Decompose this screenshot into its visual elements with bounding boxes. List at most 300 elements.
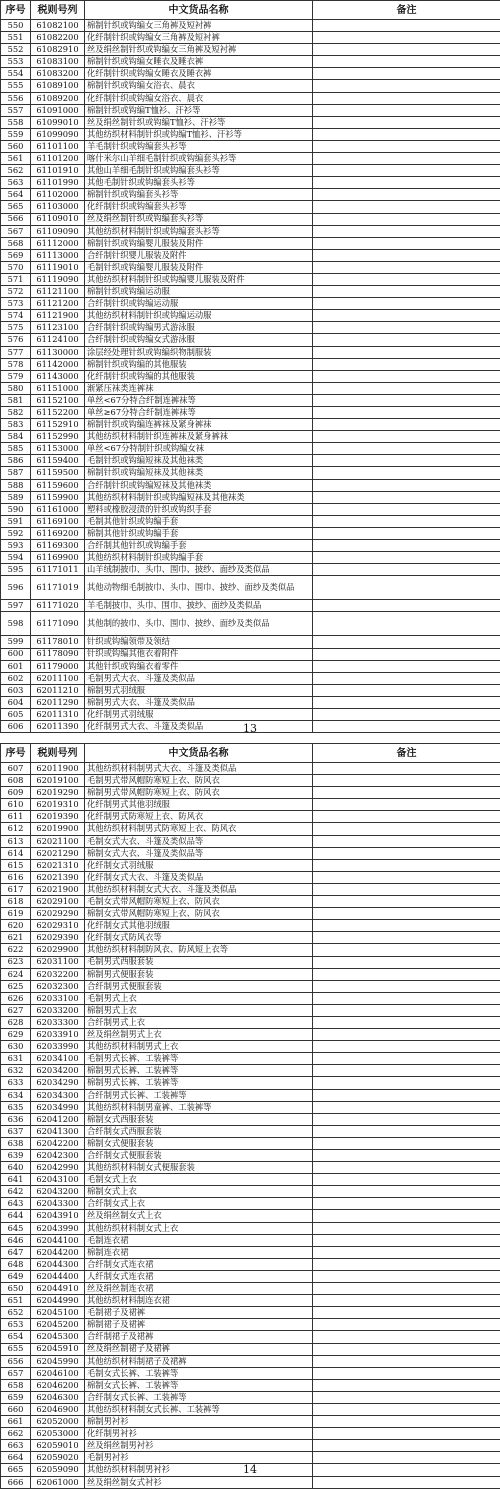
row-name: 合纤制裙子及裙裤	[85, 1331, 313, 1343]
row-name: 丝及绢丝制针织或钩编女三角裤及短衬裤	[85, 44, 313, 56]
row-code: 62059020	[31, 1452, 85, 1464]
row-name: 合纤制女式上衣	[85, 1198, 313, 1210]
row-code: 62011100	[31, 672, 85, 684]
row-code: 61102000	[31, 189, 85, 201]
header-name: 中文货品名称	[85, 1, 313, 20]
row-note	[313, 1403, 500, 1415]
row-code: 61082200	[31, 32, 85, 44]
row-code: 62021390	[31, 871, 85, 883]
row-name: 毛制针织或钩编短袜及其他袜类	[85, 455, 313, 467]
row-name: 毛制女式带风帽防寒短上衣、防风衣	[85, 896, 313, 908]
table-row	[1, 775, 500, 787]
row-note	[313, 1113, 500, 1125]
row-code: 62019900	[31, 823, 85, 835]
row-code: 62042990	[31, 1162, 85, 1174]
row-seq: 596	[1, 576, 31, 600]
row-code: 62046300	[31, 1391, 85, 1403]
table-row	[1, 394, 500, 406]
row-seq: 557	[1, 104, 31, 116]
row-seq: 637	[1, 1125, 31, 1137]
row-note	[313, 116, 500, 128]
row-note	[313, 799, 500, 811]
row-code: 62052000	[31, 1416, 85, 1428]
row-seq: 638	[1, 1137, 31, 1149]
table-row	[1, 763, 500, 775]
row-seq: 559	[1, 128, 31, 140]
row-seq: 658	[1, 1379, 31, 1391]
table-row	[1, 407, 500, 419]
row-name: 棉制男式羽绒服	[85, 684, 313, 696]
table-row	[1, 140, 500, 152]
row-code: 62034990	[31, 1101, 85, 1113]
row-seq: 646	[1, 1234, 31, 1246]
row-code: 61113000	[31, 249, 85, 261]
row-name: 羊毛制披巾、头巾、围巾、披纱、面纱及类似品	[85, 600, 313, 612]
row-note	[313, 467, 500, 479]
row-code: 61161000	[31, 503, 85, 515]
table-row	[1, 612, 500, 636]
row-name: 化纤制男式其他羽绒服	[85, 799, 313, 811]
row-name: 化纤制女式羽绒服	[85, 859, 313, 871]
row-code: 62045300	[31, 1331, 85, 1343]
row-seq: 610	[1, 799, 31, 811]
row-code: 61119090	[31, 273, 85, 285]
row-name: 毛制针织或钩编婴儿服装及附件	[85, 261, 313, 273]
page-number: 14	[0, 1463, 500, 1476]
row-seq: 607	[1, 763, 31, 775]
row-code: 62019390	[31, 811, 85, 823]
table-row	[1, 32, 500, 44]
row-note	[313, 370, 500, 382]
table-row	[1, 1283, 500, 1295]
row-code: 61091000	[31, 104, 85, 116]
row-code: 61143000	[31, 370, 85, 382]
row-name: 丝及绢丝制针织或钩编套头衫等	[85, 213, 313, 225]
row-code: 62011390	[31, 721, 85, 733]
row-code: 62021100	[31, 835, 85, 847]
row-seq: 641	[1, 1174, 31, 1186]
row-seq: 606	[1, 721, 31, 733]
row-seq: 617	[1, 883, 31, 895]
row-name: 人纤制女式连衣裙	[85, 1270, 313, 1282]
row-note	[313, 1222, 500, 1234]
row-seq: 553	[1, 56, 31, 68]
row-seq: 630	[1, 1041, 31, 1053]
row-seq: 618	[1, 896, 31, 908]
table-row	[1, 322, 500, 334]
row-name: 化纤制女式防风衣等	[85, 932, 313, 944]
row-seq: 666	[1, 1476, 31, 1488]
table-row	[1, 503, 500, 515]
row-code: 61119010	[31, 261, 85, 273]
row-note	[313, 763, 500, 775]
row-seq: 649	[1, 1270, 31, 1282]
row-code: 62029390	[31, 932, 85, 944]
row-code: 62011310	[31, 708, 85, 720]
row-seq: 555	[1, 80, 31, 92]
row-name: 毛制男式上衣	[85, 992, 313, 1004]
row-note	[313, 225, 500, 237]
row-code: 62053000	[31, 1428, 85, 1440]
table-row	[1, 527, 500, 539]
row-seq: 602	[1, 672, 31, 684]
row-note	[313, 835, 500, 847]
row-code: 61169300	[31, 540, 85, 552]
table-row	[1, 552, 500, 564]
row-code: 62019310	[31, 799, 85, 811]
row-seq: 588	[1, 479, 31, 491]
header-note: 备注	[313, 744, 500, 763]
row-code: 61101100	[31, 140, 85, 152]
row-name: 毛制连衣裙	[85, 1234, 313, 1246]
row-code: 62043200	[31, 1186, 85, 1198]
row-name: 棉制女式西服套装	[85, 1113, 313, 1125]
row-name: 其他纺织材料制男式上衣	[85, 1041, 313, 1053]
row-code: 62029290	[31, 908, 85, 920]
row-note	[313, 1476, 500, 1488]
row-seq: 635	[1, 1101, 31, 1113]
row-name: 毛制女式上衣	[85, 1174, 313, 1186]
row-name: 丝及绢丝制裙子及裙裤	[85, 1343, 313, 1355]
row-code: 62043990	[31, 1222, 85, 1234]
row-name: 化纤制针织或钩编的其他服装	[85, 370, 313, 382]
row-seq: 626	[1, 992, 31, 1004]
row-note	[313, 1198, 500, 1210]
row-note	[313, 431, 500, 443]
row-note	[313, 201, 500, 213]
table-row	[1, 920, 500, 932]
header-seq: 序号	[1, 1, 31, 20]
table-row	[1, 1065, 500, 1077]
table-row	[1, 660, 500, 672]
table-row	[1, 467, 500, 479]
row-name: 棉制男式上衣	[85, 1004, 313, 1016]
row-name: 棉制针织或钩编连裤袜及紧身裤袜	[85, 419, 313, 431]
row-code: 61169100	[31, 515, 85, 527]
row-name: 丝及绢丝制男衬衫	[85, 1440, 313, 1452]
row-note	[313, 823, 500, 835]
row-seq: 629	[1, 1029, 31, 1041]
row-name: 棉制连衣裙	[85, 1246, 313, 1258]
row-name: 其他山羊细毛制针织或钩编套头衫等	[85, 165, 313, 177]
row-name: 其他纺织材料制针织或钩编短袜及其他袜类	[85, 491, 313, 503]
row-note	[313, 787, 500, 799]
row-seq: 621	[1, 932, 31, 944]
table-row	[1, 811, 500, 823]
row-code: 61109090	[31, 225, 85, 237]
row-seq: 647	[1, 1246, 31, 1258]
row-code: 62045200	[31, 1319, 85, 1331]
row-seq: 580	[1, 382, 31, 394]
row-code: 62044990	[31, 1295, 85, 1307]
row-code: 62029310	[31, 920, 85, 932]
table-row	[1, 1101, 500, 1113]
row-note	[313, 286, 500, 298]
row-note	[313, 128, 500, 140]
row-note	[313, 859, 500, 871]
row-code: 62031100	[31, 956, 85, 968]
row-code: 61159500	[31, 467, 85, 479]
row-seq: 634	[1, 1089, 31, 1101]
row-note	[313, 213, 500, 225]
table-row	[1, 684, 500, 696]
row-name: 合纤制女式连衣裙	[85, 1258, 313, 1270]
table-row	[1, 956, 500, 968]
table-row	[1, 859, 500, 871]
row-name: 毛制女式大衣、斗篷及类似品等	[85, 835, 313, 847]
row-note	[313, 44, 500, 56]
row-name: 棉制针织或钩编女睡衣及睡衣裤	[85, 56, 313, 68]
row-name: 其他动物细毛制披巾、头巾、围巾、披纱、面纱及类似品	[85, 576, 313, 600]
row-note	[313, 140, 500, 152]
row-note	[313, 1355, 500, 1367]
row-name: 合纤制针织或钩编运动服	[85, 298, 313, 310]
table-row	[1, 1186, 500, 1198]
row-name: 棉制裙子及裙裤	[85, 1319, 313, 1331]
row-name: 棉制男式长裤、工装裤等	[85, 1077, 313, 1089]
row-seq: 639	[1, 1150, 31, 1162]
row-seq: 645	[1, 1222, 31, 1234]
row-name: 棉制针织或钩编女三角裤及短衬裤	[85, 20, 313, 32]
row-note	[313, 660, 500, 672]
row-name: 化纤制男式防寒短上衣、防风衣	[85, 811, 313, 823]
row-seq: 565	[1, 201, 31, 213]
row-name: 毛制男式西服套装	[85, 956, 313, 968]
row-note	[313, 576, 500, 600]
row-name: 毛制男衬衫	[85, 1452, 313, 1464]
row-name: 其他毛制针织或钩编套头衫等	[85, 177, 313, 189]
row-seq: 598	[1, 612, 31, 636]
row-code: 61082100	[31, 20, 85, 32]
row-name: 其他制的披巾、头巾、围巾、披纱、面纱及类似品	[85, 612, 313, 636]
row-name: 丝及绢丝制针织或钩编T恤衫、汗衫等	[85, 116, 313, 128]
row-seq: 575	[1, 322, 31, 334]
row-code: 61179000	[31, 660, 85, 672]
row-code: 62043300	[31, 1198, 85, 1210]
row-name: 棉制针织或钩编运动服	[85, 286, 313, 298]
row-name: 棉制男式大衣、斗篷及类似品	[85, 696, 313, 708]
row-name: 其他纺织材料制男衬衫	[85, 1464, 313, 1476]
row-seq: 664	[1, 1452, 31, 1464]
row-code: 62021900	[31, 883, 85, 895]
row-code: 62033100	[31, 992, 85, 1004]
tariff-table	[0, 743, 500, 1489]
row-seq: 579	[1, 370, 31, 382]
row-code: 62042200	[31, 1137, 85, 1149]
table-row	[1, 1210, 500, 1222]
row-seq: 567	[1, 225, 31, 237]
row-seq: 628	[1, 1016, 31, 1028]
row-seq: 554	[1, 68, 31, 80]
row-code: 61089100	[31, 80, 85, 92]
row-name: 毛制其他针织或钩编手套	[85, 515, 313, 527]
table-row	[1, 787, 500, 799]
row-name: 棉制针织或钩编T恤衫、汗衫等	[85, 104, 313, 116]
row-seq: 562	[1, 165, 31, 177]
row-note	[313, 1041, 500, 1053]
row-note	[313, 394, 500, 406]
row-seq: 613	[1, 835, 31, 847]
row-code: 61152990	[31, 431, 85, 443]
row-note	[313, 1416, 500, 1428]
row-note	[313, 382, 500, 394]
row-note	[313, 648, 500, 660]
row-note	[313, 612, 500, 636]
page-number: 13	[0, 722, 500, 735]
row-seq: 633	[1, 1077, 31, 1089]
row-seq: 600	[1, 648, 31, 660]
row-code: 62061000	[31, 1476, 85, 1488]
row-code: 61169900	[31, 552, 85, 564]
row-code: 61159600	[31, 479, 85, 491]
table-row	[1, 237, 500, 249]
row-name: 化纤制针织或钩编套头衫等	[85, 201, 313, 213]
table-row	[1, 1355, 500, 1367]
row-name: 其他纺织材料制男式大衣、斗篷及类似品	[85, 763, 313, 775]
row-name: 丝及绢丝制男式上衣	[85, 1029, 313, 1041]
table-row	[1, 116, 500, 128]
row-code: 61152910	[31, 419, 85, 431]
row-name: 合纤制针织或钩编男式游泳服	[85, 322, 313, 334]
table-row	[1, 104, 500, 116]
table-row	[1, 1174, 500, 1186]
row-name: 其他纺织材料制针织或钩编T恤衫、汗衫等	[85, 128, 313, 140]
row-code: 61103000	[31, 201, 85, 213]
row-code: 61178010	[31, 636, 85, 648]
row-note	[313, 672, 500, 684]
row-note	[313, 1186, 500, 1198]
row-note	[313, 1029, 500, 1041]
row-name: 针织或钩编领带及领结	[85, 636, 313, 648]
table-row	[1, 540, 500, 552]
row-name: 单丝≥67分特合纤制连裤袜等	[85, 407, 313, 419]
row-name: 其他纺织材料制防风衣、防风短上衣等	[85, 944, 313, 956]
row-code: 61159400	[31, 455, 85, 467]
row-note	[313, 334, 500, 346]
row-seq: 572	[1, 286, 31, 298]
row-seq: 604	[1, 696, 31, 708]
row-name: 其他纺织材料制女式便服套装	[85, 1162, 313, 1174]
table-row	[1, 636, 500, 648]
row-code: 61121100	[31, 286, 85, 298]
row-name: 化纤制女式其他羽绒服	[85, 920, 313, 932]
row-seq: 615	[1, 859, 31, 871]
row-seq: 665	[1, 1464, 31, 1476]
row-note	[313, 443, 500, 455]
row-note	[313, 1137, 500, 1149]
row-name: 棉制女式长裤、工装裤等	[85, 1379, 313, 1391]
row-name: 化纤制男式大衣、斗篷及类似品	[85, 721, 313, 733]
table-row	[1, 648, 500, 660]
row-seq: 663	[1, 1440, 31, 1452]
row-seq: 605	[1, 708, 31, 720]
row-note	[313, 92, 500, 104]
row-note	[313, 920, 500, 932]
row-seq: 632	[1, 1065, 31, 1077]
row-code: 62041300	[31, 1125, 85, 1137]
row-seq: 581	[1, 394, 31, 406]
row-note	[313, 1234, 500, 1246]
row-code: 62046200	[31, 1379, 85, 1391]
row-note	[313, 708, 500, 720]
row-note	[313, 165, 500, 177]
table-row	[1, 1416, 500, 1428]
row-code: 61159900	[31, 491, 85, 503]
row-seq: 603	[1, 684, 31, 696]
row-code: 61151000	[31, 382, 85, 394]
row-note	[313, 696, 500, 708]
row-note	[313, 908, 500, 920]
row-note	[313, 1065, 500, 1077]
row-note	[313, 177, 500, 189]
row-code: 62034200	[31, 1065, 85, 1077]
row-note	[313, 479, 500, 491]
table-row	[1, 370, 500, 382]
row-note	[313, 153, 500, 165]
table-row	[1, 310, 500, 322]
table-row	[1, 1476, 500, 1488]
table-row	[1, 1295, 500, 1307]
header-note: 备注	[313, 1, 500, 20]
row-note	[313, 1150, 500, 1162]
row-note	[313, 1270, 500, 1282]
table-row	[1, 1367, 500, 1379]
row-code: 62029100	[31, 896, 85, 908]
row-seq: 582	[1, 407, 31, 419]
table-row	[1, 431, 500, 443]
row-seq: 608	[1, 775, 31, 787]
row-seq: 616	[1, 871, 31, 883]
row-name: 棉制针织或钩编女浴衣、晨衣	[85, 80, 313, 92]
row-name: 合纤制针织或钩编女式游泳服	[85, 334, 313, 346]
row-seq: 652	[1, 1307, 31, 1319]
row-seq: 601	[1, 660, 31, 672]
row-name: 毛制男式长裤、工装裤等	[85, 1053, 313, 1065]
row-note	[313, 261, 500, 273]
table-row	[1, 992, 500, 1004]
table-row	[1, 847, 500, 859]
row-seq: 573	[1, 298, 31, 310]
row-code: 62011290	[31, 696, 85, 708]
row-note	[313, 527, 500, 539]
row-code: 62011210	[31, 684, 85, 696]
table-row	[1, 1391, 500, 1403]
row-name: 山羊绒制披巾、头巾、围巾、披纱、面纱及类似品	[85, 564, 313, 576]
row-seq: 622	[1, 944, 31, 956]
table-row	[1, 564, 500, 576]
row-seq: 552	[1, 44, 31, 56]
row-name: 毛制男式大衣、斗篷及类似品	[85, 672, 313, 684]
row-seq: 568	[1, 237, 31, 249]
row-name: 合纤制男式长裤、工装裤等	[85, 1089, 313, 1101]
header-code: 税则号列	[31, 744, 85, 763]
row-note	[313, 1295, 500, 1307]
row-name: 其他纺织材料制针织或钩编运动服	[85, 310, 313, 322]
table-row	[1, 20, 500, 32]
row-name: 其他纺织材料制男式防寒短上衣、防风衣	[85, 823, 313, 835]
row-name: 其他纺织材料制针织或钩编套头衫等	[85, 225, 313, 237]
table-row	[1, 189, 500, 201]
row-note	[313, 1258, 500, 1270]
table-row	[1, 1053, 500, 1065]
row-code: 61121900	[31, 310, 85, 322]
row-seq: 631	[1, 1053, 31, 1065]
page-13	[0, 0, 500, 733]
table-row	[1, 1440, 500, 1452]
table-row	[1, 201, 500, 213]
row-name: 毛制女式长裤、工装裤等	[85, 1367, 313, 1379]
row-code: 61178090	[31, 648, 85, 660]
